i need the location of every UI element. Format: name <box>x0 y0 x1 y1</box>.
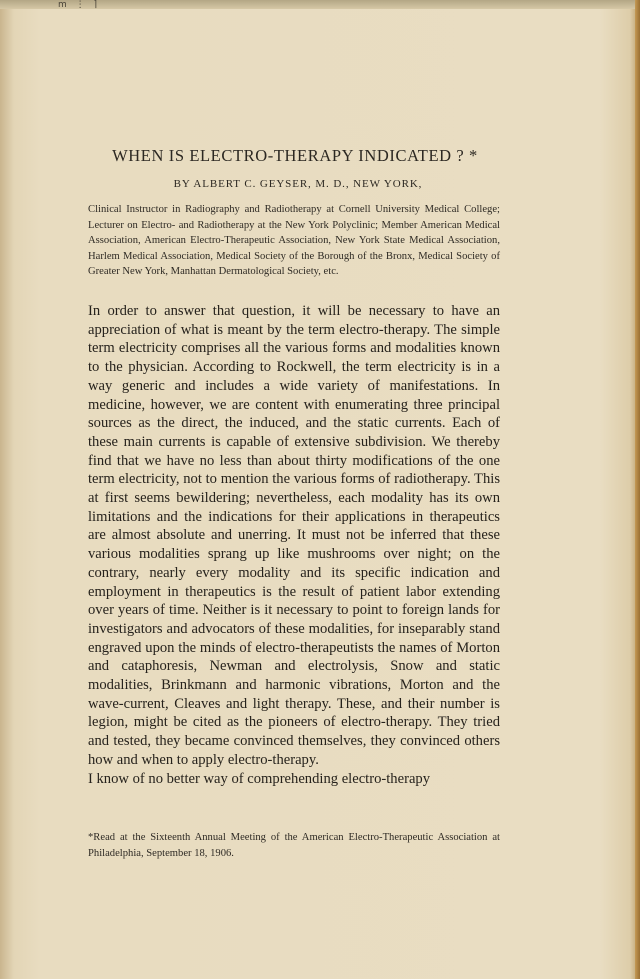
body-paragraph: I know of no better way of comprehending electro-therapy <box>88 770 431 787</box>
body-paragraph: In order to answer that question, it will be necessary to have an appreciation of what is meant by the term electro-therapy. The simple term electricity comprises all the various forms and modalities known to the physician. According to Rockwell, the term electricity is in a way generic and includes a wide variety of manifestations. In medicine, however, we are content with enumerating three principal sources as the direct, the induced, and the static currents. Each of these main currents is capable of extensive subdivision. We thereby find that we have no less than about thirty modifications of the one term electricity, not to mention the various forms of radiotherapy. This at first seems bewildering; nevertheless, each modality has its own limitations and the indications for their applications in therapeutics are almost absolute and unerring. It must not be inferred that these various modalities sprang up like mushrooms over night; on the contrary, nearly every modality and its specific indication and employment in therapeutics is the result of patient labor extending over years of time. Neither is it necessary to point to foreign lands for investigators and advocators of these modalities, for inseparably stand engraved upon the minds of electro-therapeutists the names of Morton and cataphoresis, Newman and electrolysis, Snow and static modalities, Brinkmann and harmonic vibrations, Morton and the wave-current, Cleaves and light therapy. These, and their number is legion, might be cited as the pioneers of electro-therapy. They tried and tested, they became convinced themselves, they convinced others how and when to apply electro-therapy. <box>88 303 500 768</box>
author-credentials: Clinical Instructor in Radiography and Radiotherapy at Cornell University Medical College; Lecturer on Electro- and Radiotherapy at the New York Polyclinic; Member American Medical Association, American Electro-Therapeutic Association, New York State Medical Association, Harlem Medical Association, Medical Society of the Borough of the Bronx, Medical Society of Greater New York, Manhattan Dermatological Society, etc. <box>88 204 500 277</box>
binding-edge <box>635 0 640 979</box>
top-edge-marks: m ⋮ ⌉ <box>58 0 100 10</box>
author-byline: BY ALBERT C. GEYSER, M. D., NEW YORK, <box>173 178 423 190</box>
article-title: WHEN IS ELECTRO-THERAPY INDICATED ? * <box>112 146 478 165</box>
footnote: *Read at the Sixteenth Annual Meeting of the American Electro-Therapeutic Association at Philadelphia, September 18, 1906. <box>88 832 500 859</box>
article-body <box>88 302 500 788</box>
